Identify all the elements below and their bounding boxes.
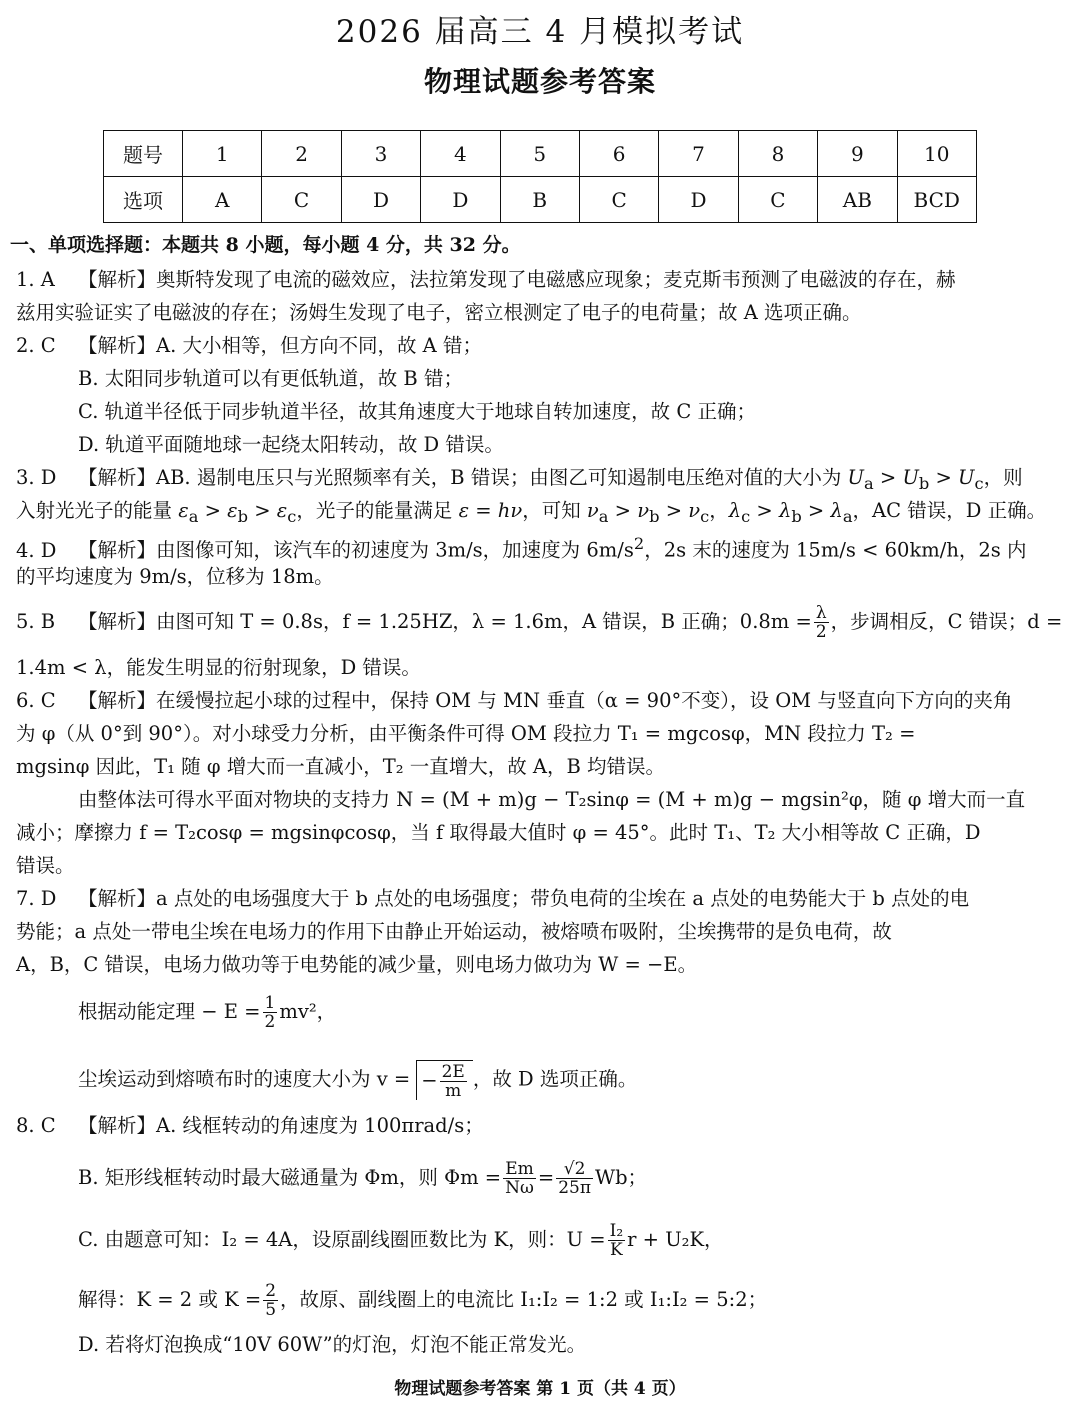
q3-text: 入射光光子的能量 <box>16 499 173 522</box>
table-cell: 5 <box>500 131 579 177</box>
q6-line: 错误。 <box>16 854 75 877</box>
q7-line <box>78 994 1080 1031</box>
section-heading: 一、单项选择题：本题共 8 小题，每小题 4 分，共 32 分。 <box>10 234 521 256</box>
question-number: 2. C <box>16 334 56 357</box>
table-cell: 10 <box>897 131 976 177</box>
table-header-number: 题号 <box>104 131 183 177</box>
q4-text: 【解析】由图像可知，该汽车的初速度为 3m/s，加速度为 6m/s <box>78 538 634 562</box>
answer-table-number-row <box>104 131 977 177</box>
q4-line: 的平均速度为 9m/s，位移为 18m。 <box>16 565 334 588</box>
q4-line: 4. D 【解析】由图像可知，该汽车的初速度为 3m/s，加速度为 $6m/s^2$，2s 末的速度为 15m/s < 60km/h，2s 内 <box>16 527 1068 567</box>
answer-key-title: 物理试题参考答案 <box>423 65 656 98</box>
q8-text: 【解析】A. 线框转动的角速度为 100πrad/s； <box>78 1114 484 1137</box>
table-cell: C <box>262 177 341 223</box>
q1-line <box>16 263 1068 296</box>
fraction: $\frac{2E}{m}$ <box>441 1062 465 1101</box>
table-cell: 8 <box>738 131 817 177</box>
question-number: 1. A <box>16 268 55 291</box>
q3-line: 入射光光子的能量 $\varepsilon_a > \varepsilon_b > \varepsilon_c$，光子的能量满足 ε = hν，可知 $\nu_a > \nu_b > \nu_c$，$\lambda_c > \lambda_b > \lambda_a$，AC 错误，D 正确。 <box>16 499 1047 526</box>
table-cell: A <box>183 177 262 223</box>
fraction: $\frac{Em}{N\omega}$ <box>505 1159 534 1198</box>
q6-line <box>16 684 1068 717</box>
q7-line <box>78 1060 1080 1100</box>
q5-text: ，步调相反，C 错误；d = <box>830 610 1063 633</box>
q6-line: mgsinφ 因此，T₁ 随 φ 增大而一直减小，T₂ 一直增大，故 A，B 均错误。 <box>16 755 666 778</box>
table-cell: 4 <box>421 131 500 177</box>
table-cell: 9 <box>818 131 897 177</box>
q3-text: 【解析】AB. 遏制电压只与光照频率有关，B 错误；由图乙可知遏制电压绝对值的大小为 <box>78 466 842 489</box>
table-cell: AB <box>818 177 897 223</box>
q3-text: ，可知 <box>522 499 581 522</box>
q1-text: 【解析】奥斯特发现了电流的磁效应，法拉第发现了电磁感应现象；麦克斯韦预测了电磁波的存在，赫 <box>78 268 956 291</box>
table-cell: B <box>500 177 579 223</box>
q2-line <box>16 329 1068 362</box>
q3-line: 3. D 【解析】AB. 遏制电压只与光照频率有关，B 错误；由图乙可知遏制电压绝对值的大小为 $U_a > U_b > U_c$，则 <box>16 461 1068 500</box>
q8-text: C. 由题意可知：I₂ = 4A，设原副线圈匝数比为 K，则：U = <box>78 1228 606 1251</box>
fraction: $\frac{\lambda}{2}$ <box>815 603 827 642</box>
question-number: 4. D <box>16 538 57 562</box>
q3-text: ，光子的能量满足 <box>296 499 453 522</box>
q2-line: C. 轨道半径低于同步轨道半径，故其角速度大于地球自转加速度，故 C 正确； <box>78 400 756 423</box>
q8-line: B. 矩形线框转动时最大磁通量为 Φm，则 Φm = $\frac{Em}{N\omega}$ = $\frac{√2}{25\pi}$ Wb； <box>78 1159 648 1198</box>
q3-text: ，则 <box>983 466 1023 489</box>
fraction: $\frac{√2}{25\pi}$ <box>558 1159 592 1198</box>
q8-line <box>78 1222 1080 1259</box>
q7-text: mv²， <box>279 1000 337 1023</box>
question-number: 8. C <box>16 1114 56 1137</box>
q2-line: B. 太阳同步轨道可以有更低轨道，故 B 错； <box>78 367 463 390</box>
q3-text: ，AC 错误，D 正确。 <box>852 499 1047 522</box>
q7-line <box>16 882 1068 915</box>
q5-text: 【解析】由图可知 T = 0.8s，f = 1.25HZ，λ = 1.6m，A 错误，B 正确；0.8m = <box>78 610 812 633</box>
q2-text: 【解析】A. 大小相等，但方向不同，故 A 错； <box>78 334 482 357</box>
q2-line: D. 轨道平面随地球一起绕太阳转动，故 D 错误。 <box>78 433 504 456</box>
question-number: 6. C <box>16 689 56 712</box>
table-cell: D <box>659 177 738 223</box>
fraction: $\frac{\text{I₂}}{K}$ <box>609 1221 624 1260</box>
table-cell: BCD <box>897 177 976 223</box>
table-cell: 1 <box>183 131 262 177</box>
question-number: 5. B <box>16 610 56 633</box>
fraction: $\frac{1}{2}$ <box>264 993 276 1032</box>
table-cell: C <box>738 177 817 223</box>
q6-line: 为 φ（从 0°到 90°）。对小球受力分析，由平衡条件可得 OM 段拉力 T₁ = mgcosφ，MN 段拉力 T₂ = <box>16 722 916 745</box>
table-cell: D <box>421 177 500 223</box>
q8-line <box>16 1109 1068 1142</box>
fraction: $\frac{2}{5}$ <box>265 1281 277 1320</box>
q8-text: ，故原、副线圈上的电流比 I₁:I₂ = 1:2 或 I₁:I₂ = 5:2； <box>280 1288 768 1311</box>
q7-line: A，B，C 错误，电场力做功等于电势能的减少量，则电场力做功为 W = −E。 <box>16 953 698 976</box>
q5-line <box>16 604 1068 641</box>
q4-text: ，2s 末的速度为 15m/s < 60km/h，2s 内 <box>644 538 1027 562</box>
q8-text: Wb； <box>595 1166 648 1189</box>
q7-line: 势能；a 点处一带电尘埃在电场力的作用下由静止开始运动，被熔喷布吸附，尘埃携带的是负电荷，故 <box>16 920 892 943</box>
answer-table <box>103 130 977 223</box>
q8-text: r + U₂K， <box>627 1228 724 1251</box>
table-cell: 6 <box>579 131 658 177</box>
q8-text: B. 矩形线框转动时最大磁通量为 Φm，则 Φm = <box>78 1166 502 1189</box>
table-cell: C <box>579 177 658 223</box>
q7-text: ，故 D 选项正确。 <box>472 1067 638 1091</box>
q6-text: 【解析】在缓慢拉起小球的过程中，保持 OM 与 MN 垂直（α = 90°不变），设 OM 与竖直向下方向的夹角 <box>78 689 1013 712</box>
q7-text: 根据动能定理 − E = <box>78 1000 261 1023</box>
answer-table-option-row <box>104 177 977 223</box>
q7-text: 尘埃运动到熔喷布时的速度大小为 v = <box>78 1067 411 1091</box>
table-cell: 3 <box>341 131 420 177</box>
q6-line: 减小；摩擦力 f = T₂cosφ = mgsinφcosφ，当 f 取得最大值时 φ = 45°。此时 T₁、T₂ 大小相等故 C 正确，D <box>16 821 981 844</box>
table-cell: 7 <box>659 131 738 177</box>
table-cell: D <box>341 177 420 223</box>
page-footer: 物理试题参考答案 第 1 页（共 4 页） <box>394 1379 686 1399</box>
q7-text: 【解析】a 点处的电场强度大于 b 点处的电场强度；带负电荷的尘埃在 a 点处的电势能大于 b 点处的电 <box>78 887 970 910</box>
question-number: 7. D <box>16 887 57 910</box>
q1-line: 兹用实验证实了电磁波的存在；汤姆生发现了电子，密立根测定了电子的电荷量；故 A 选项正确。 <box>16 301 862 324</box>
table-header-option: 选项 <box>104 177 183 223</box>
q8-text: 解得：K = 2 或 K = <box>78 1288 262 1311</box>
exam-title: 2026 届高三 4 月模拟考试 <box>335 14 745 50</box>
q8-line <box>78 1282 1080 1319</box>
q8-line: D. 若将灯泡换成“10V 60W”的灯泡，灯泡不能正常发光。 <box>78 1333 587 1356</box>
square-root: − $\frac{2E}{m}$ <box>416 1060 473 1100</box>
table-cell: 2 <box>262 131 341 177</box>
q5-line: 1.4m < λ，能发生明显的衍射现象，D 错误。 <box>16 656 421 679</box>
question-number: 3. D <box>16 466 57 489</box>
q6-line: 由整体法可得水平面对物块的支持力 N = (M + m)g − T₂sinφ = (M + m)g − mgsin²φ，随 φ 增大而一直 <box>78 788 1026 811</box>
